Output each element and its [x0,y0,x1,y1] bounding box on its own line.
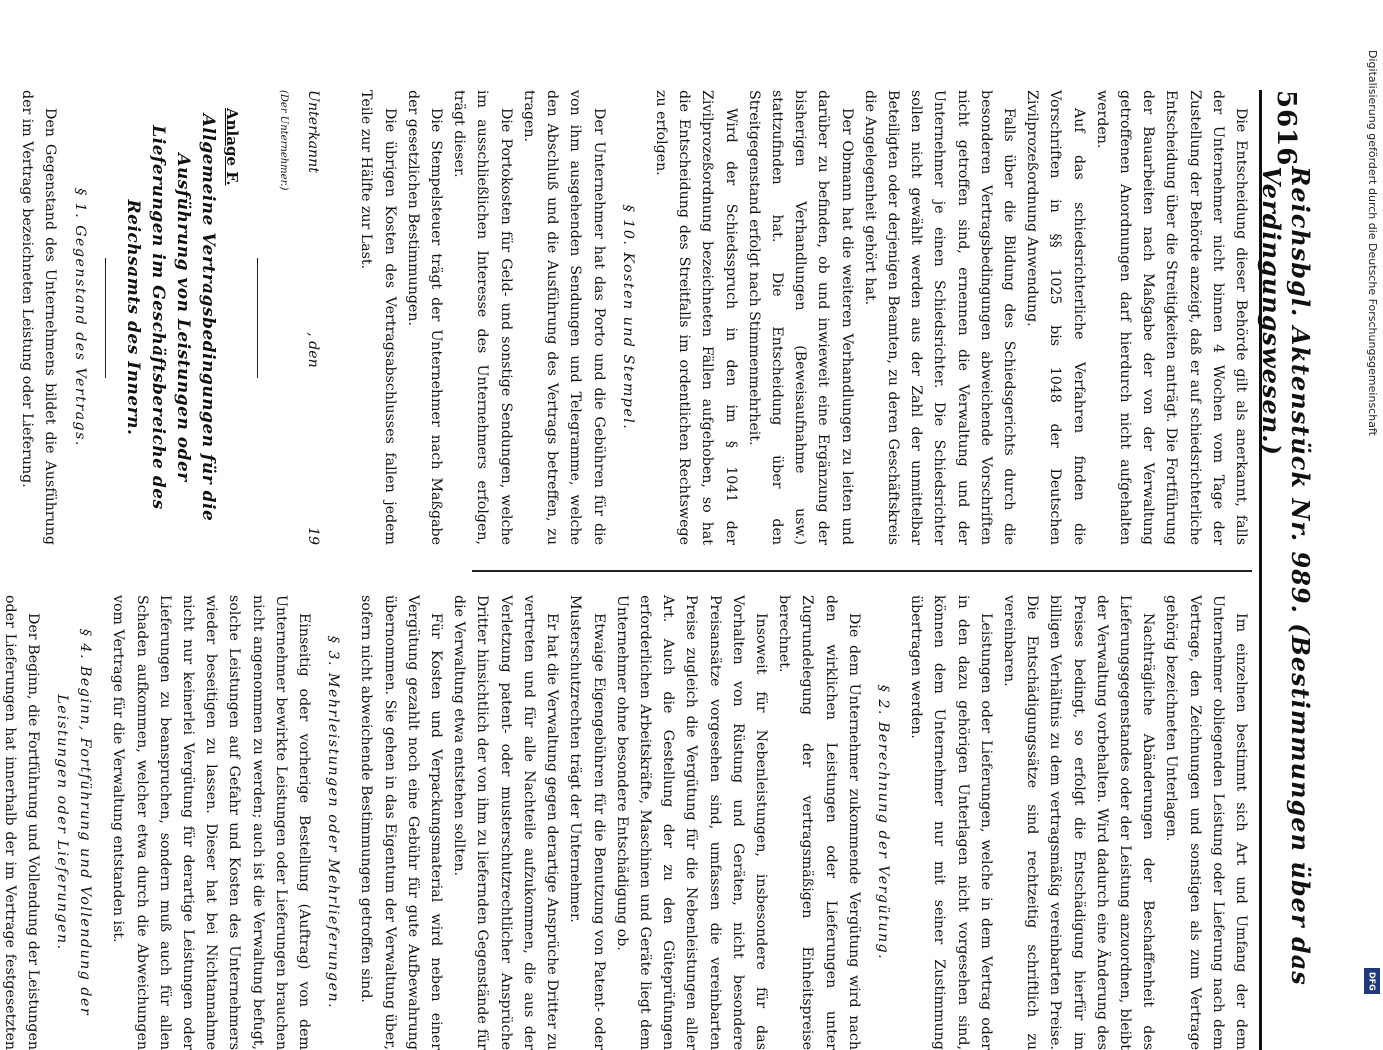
page-header [1257,90,1315,1050]
paragraph: Die Portokosten für Geld- und sonstige Sendungen, welche im ausschließlichen Interesse des Unternehmers erfolgen, trägt dieser. [451,90,514,545]
paragraph: Die übrigen Kosten des Vertragsabschlusses fallen jedem Teile zur Hälfte zur Last. [358,90,398,545]
paragraph: Wird der Schiedsspruch in den im § 1041 der Zivilprozeßordnung bezeichneten Fällen aufgehoben, so hat die Entscheidung des Streitfalls im ordentlichen Rechtswege zu erfolgen. [652,90,739,545]
place-label: Unterkannt [305,90,322,174]
paragraph: Leistungen oder Lieferungen, welche in dem Vertrag oder in den dazu gehörigen Unterlagen nicht vorgesehen sind, können dem Unternehmer nur mit seiner Zustimmung übertragen werden. [908,595,994,1050]
annex-heading: Allgemeine Vertragsbedingungen für die Ausführung von Leistungen oder Lieferungen im Geschäftsbereiche des Reichsamts des Innern. [122,113,218,522]
section-heading: § 4. Beginn, Fortführung und Vollendung der Leistungen oder Lieferungen. [54,628,94,1017]
paragraph: Einseitig oder vorherige Bestellung (Auftrag) von dem Unternehmer bewirkte Leistungen oder Lieferungen brauchen nicht angenommen zu werden; auch ist die Verwaltung befugt, solche Leistungen auf Gefahr und Kosten des Unternehmers wieder beseitigen zu lassen. Dieser hat bei Nichtannahme nicht nur keinerlei Vergütung für derartige Leistungen oder Lieferungen zu beanspruchen, sondern muß auch für allen Schaden aufkommen, welcher etwa durch die Abweichungen vom Vertrage für die Verwaltung entstanden ist. [110,595,313,1050]
section-heading: § 1. Gegenstand des Vertrags. [71,188,88,447]
divider [257,258,258,378]
column-divider [472,570,1252,572]
paragraph: Der Beginn, die Fortführung und Vollendung der Leistungen oder Lieferungen hat innerhalb der im Vertrage festgesetzten [1,595,41,1050]
annex-label: Anlage F. [222,108,241,186]
paragraph: Der Unternehmer hat das Porto und die Gebühren für die von ihm ausgehenden Sendungen und Telegramme, welche den Abschluß und die Ausführung des Vertrags betreffen, zu tragen. [520,90,607,545]
date-label: , den [305,332,322,368]
paragraph: Den Gegenstand des Unternehmens bildet die Ausführung der im Vertrage bezeichneten Leistung oder Lieferung. [19,90,59,545]
year-label: 19 [305,526,322,545]
paragraph: Die Entscheidung dieser Behörde gilt als anerkannt, falls der Unternehmer nicht binnen 4 Wochen vom Tage der Zustellung der Behörde anzeigt, daß er auf schiedsrichterliche Entscheidung über die Streitigkeiten anträgt. Die Fortführung der Bauarbeiten nach Maßgabe der von der Verwaltung getroffenen Anordnungen darf hierdurch nicht aufgehalten werden. [1093,90,1249,545]
left-column [15,90,1252,545]
paragraph: Insoweit für Nebenleistungen, insbesondere für das Vorhalten von Rüstung und Geräten, nicht besondere Preisansätze vorgesehen sind, umfassen die vereinbarten Preise zugleich die Vergütung für die Nebenleistungen aller Art. Auch die Gestellung der zu den Güteprüfungen erforderlichen Arbeitskräfte, Maschinen und Geräte liegt dem Unternehmer ohne besondere Entschädigung ob. [613,595,769,1050]
paragraph: Falls über die Bildung des Schiedsgerichts durch die besonderen Vertragsbedingungen abweichende Vorschriften nicht getroffen sind, ernennen die Verwaltung und der Unternehmer je einen Schiedsrichter. Die Schiedsrichter sollen nicht gewählt werden aus der Zahl der unmittelbar Beteiligten oder derjenigen Beamten, zu deren Geschäftskreis die Angelegenheit gehört hat. [861,90,1017,545]
dfg-logo: DFG [1364,968,1380,994]
divider [105,258,106,378]
digitization-caption [1362,50,1382,970]
paragraph: Der Obmann hat die weiteren Verhandlungen zu leiten und darüber zu befinden, ob und inwieweit eine Ergänzung der bisherigen Verhandlungen (Beweisaufnahme usw.) stattzufinden hat. Die Entscheidung über den Streitgegenstand erfolgt nach Stimmenmehrheit. [745,90,855,545]
paragraph: Die dem Unternehmer zukommende Vergütung wird nach den wirklichen Leistungen oder Lieferungen unter Zugrundelegung der vertragsmäßigen Einheitspreise berechnet. [776,595,862,1050]
paragraph: Im einzelnen bestimmt sich Art und Umfang der dem Unternehmer obliegenden Leistung oder Lieferung nach dem Vertrage, den Zeichnungen und sonstigen als zum Vertrage gehörig bezeichneten Unterlagen. [1163,595,1249,1050]
section-heading: § 10. Kosten und Stempel. [619,204,636,431]
page-title: Reichsbgl. Aktenstück Nr. 989. (Bestimmungen über das Verdingungswesen.) [1257,166,1315,986]
paragraph: Nachträgliche Abänderungen der Beschaffenheit des Lieferungsgegenstandes oder der Leistung anzuordnen, bleibt der Verwaltung vorbehalten. Wird dadurch eine Änderung des Preises bedingt, so erfolgt die Entschädigung hierfür im billigen Verhältnis zu dem vertragsmäßig vereinbarten Preise. Die Entschädigungssätze sind rechtzeitig schriftlich zu vereinbaren. [1000,595,1157,1050]
signature-date-line [301,90,324,545]
paragraph: Etwaige Eigengebühren für die Benutzung von Patent- oder Musterschutzrechten trägt der Unternehmer. [567,595,607,1050]
paragraph: Er hat die Verwaltung gegen derartige Ansprüche Dritter zu vertreten und für alle Nachteile aufzukommen, die aus der Verletzung patent- oder musterschutzrechtlicher Ansprüche Dritter hinsichtlich der von ihm zu liefernden Gegenstände für die Verwaltung etwa entstehen sollten. [451,595,561,1050]
right-column [0,595,1252,1050]
caption-text: Digitalisierung gefördert durch die Deutsche Forschungsgemeinschaft [1366,50,1379,436]
section-heading: § 3. Mehrleistungen oder Mehrlieferungen. [325,635,342,1010]
paragraph: Auf das schiedsrichterliche Verfahren finden die Vorschriften in §§ 1025 bis 1048 der Deutschen Zivilprozeßordnung Anwendung. [1024,90,1087,545]
section-heading: § 2. Berechnung der Vergütung. [874,684,891,961]
paragraph: Die Stempelsteuer trägt der Unternehmer nach Maßgabe der gesetzlichen Bestimmungen. [404,90,445,545]
page-number: 5616 [1271,90,1301,167]
paragraph: Für Kosten und Verpackungsmaterial wird neben einer Vergütung gezahlt noch eine Gebühr für gute Aufbewahrung übernommen. Sie gehen in das Eigentum der Verwaltung über, sofern nicht abweichende Bestimmungen getroffen sind. [358,595,445,1050]
document-page [1,90,1315,1050]
signature-caption: (Der Unternehmer.) [278,90,290,191]
